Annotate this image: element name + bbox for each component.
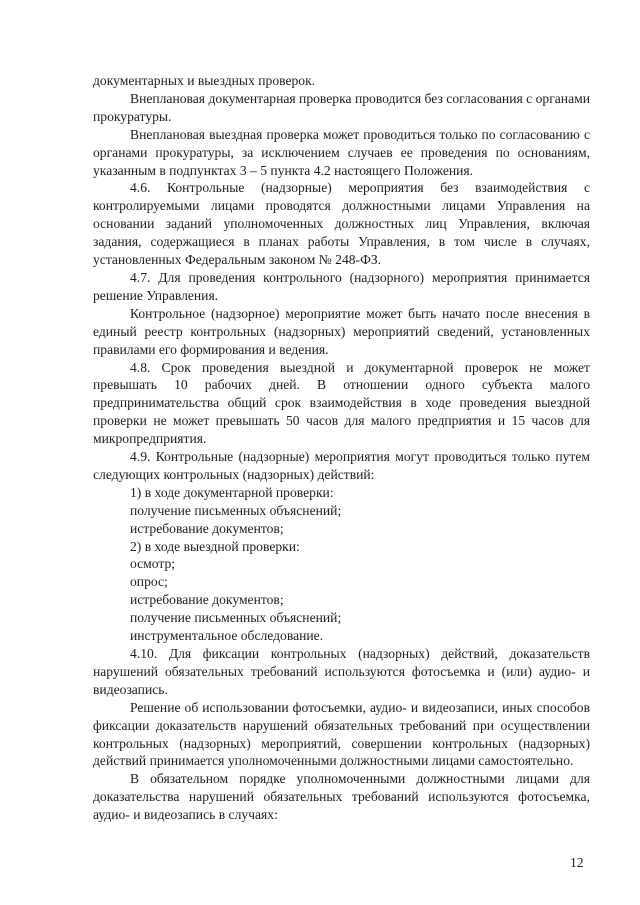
- document-body: [93, 72, 590, 824]
- list-item: получение письменных объяснений;: [130, 610, 342, 626]
- page-number: 12: [570, 855, 584, 870]
- list-item: инструментальное обследование.: [130, 628, 324, 644]
- paragraph-mandatory-recording: В обязательном порядке уполномоченными должностными лицами для доказательства нарушений обязательных требований используются фотосъемка, аудио- и видеозапись в случаях:: [93, 771, 590, 823]
- list-item: 1) в ходе документарной проверки:: [130, 484, 334, 500]
- paragraph-4-6: 4.6. Контрольные (надзорные) мероприятия без взаимодействия с контролируемыми лицами проводятся должностными лицами Управления на основании заданий уполномоченных должностных лиц Управления, включая задания, содержащиеся в планах работы Управления, в том числе в случаях, установленных Федеральным законом № 248-ФЗ.: [93, 180, 590, 268]
- list-item: получение письменных объяснений;: [130, 502, 342, 518]
- paragraph-4-7: 4.7. Для проведения контрольного (надзорного) мероприятия принимается решение Управления.: [93, 269, 590, 303]
- list-item: истребование документов;: [130, 520, 284, 536]
- paragraph-4-8: 4.8. Срок проведения выездной и документарной проверок не может превышать 10 рабочих дней. В отношении одного субъекта малого предпринимательства общий срок взаимодействия в ходе проведения выездной проверки не может превышать 50 часов для малого предприятия и 15 часов для микропредприятия.: [93, 359, 590, 447]
- list-item: истребование документов;: [130, 592, 284, 608]
- paragraph-unscheduled-documentary: Внеплановая документарная проверка проводится без согласования с органами прокуратуры.: [93, 90, 590, 124]
- paragraph-recording-decision: Решение об использовании фотосъемки, аудио- и видеозаписи, иных способов фиксации доказательств нарушений обязательных требований при осуществлении контрольных (надзорных) мероприятий, совершении контрольных (надзорных) действий принимается уполномоченными должностными лицами самостоятельно.: [93, 699, 590, 769]
- list-item: 2) в ходе выездной проверки:: [130, 538, 300, 554]
- paragraph-4-10: 4.10. Для фиксации контрольных (надзорных) действий, доказательств нарушений обязательных требований используются фотосъемка и (или) аудио- и видеозапись.: [93, 646, 590, 697]
- paragraph-register: Контрольное (надзорное) мероприятие может быть начато после внесения в единый реестр контрольных (надзорных) мероприятий сведений, установленных правилами его формирования и ведения.: [93, 305, 590, 357]
- paragraph-unscheduled-onsite: Внеплановая выездная проверка может проводиться только по согласованию с органами прокуратуры, за исключением случаев ее проведения по основаниям, указанным в подпунктах 3 – 5 пункта 4.2 настоящего Положения.: [93, 126, 590, 178]
- paragraph-continuation: документарных и выездных проверок.: [93, 73, 316, 88]
- list-item: опрос;: [130, 574, 168, 590]
- list-item: осмотр;: [130, 556, 176, 572]
- paragraph-4-9: 4.9. Контрольные (надзорные) мероприятия могут проводиться только путем следующих контрольных (надзорных) действий:: [93, 449, 590, 482]
